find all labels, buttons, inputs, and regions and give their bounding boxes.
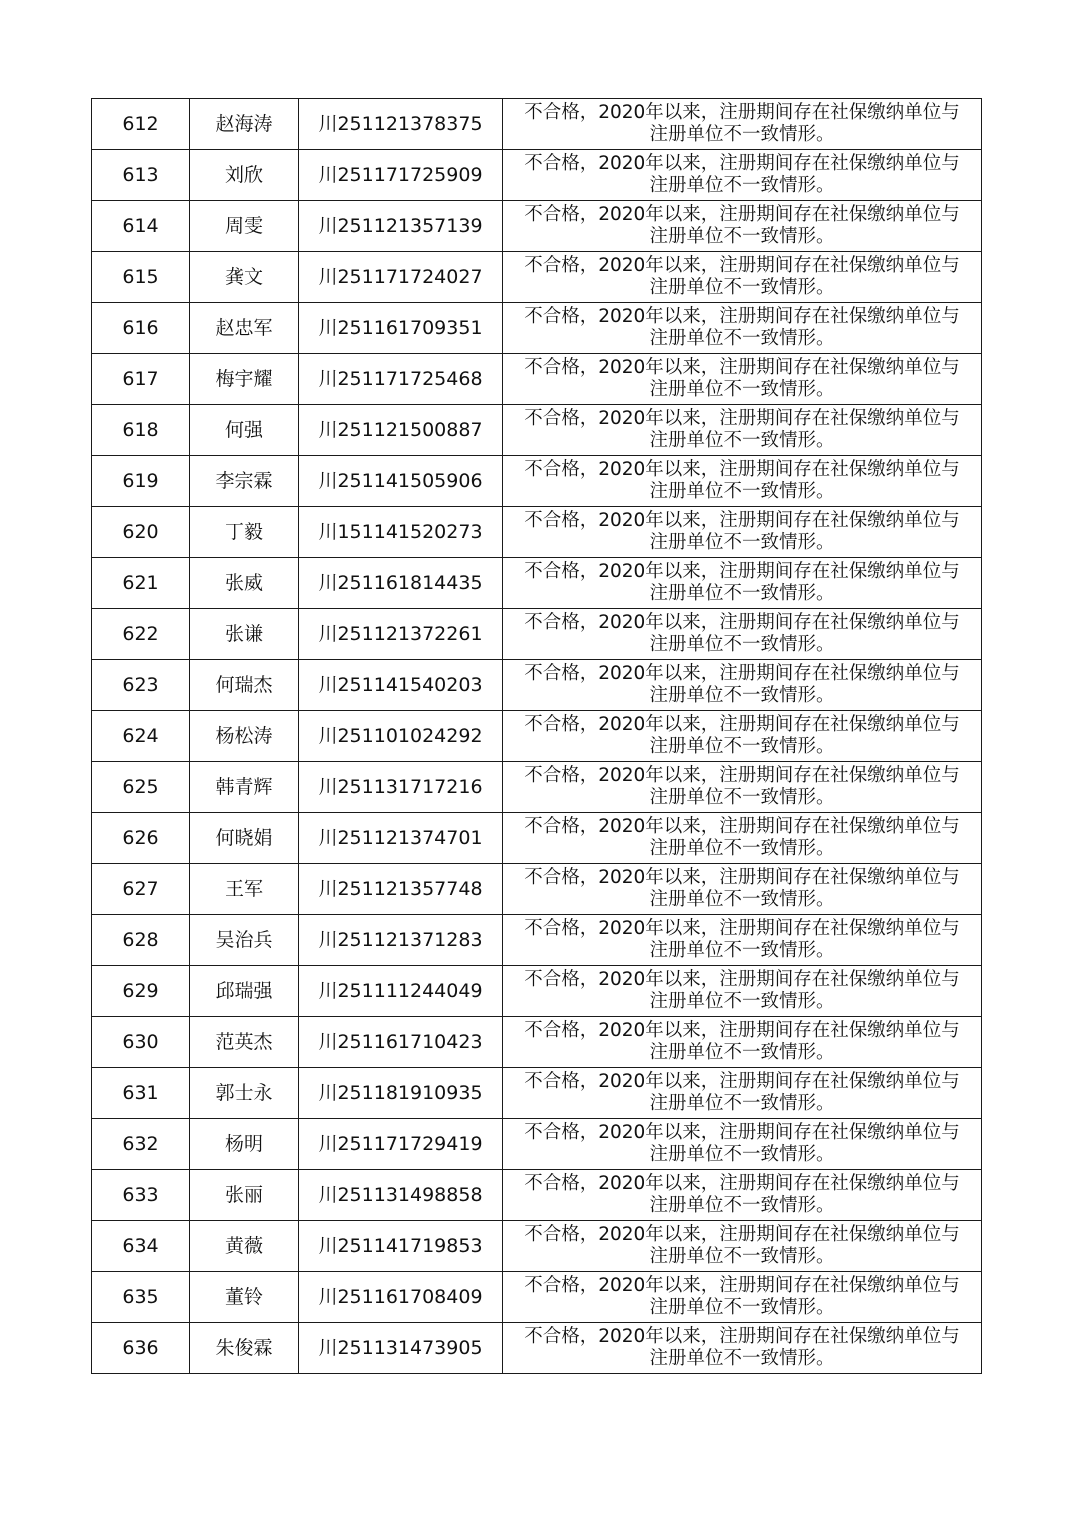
review-result-cell <box>503 1272 982 1323</box>
serial-number-cell: 616 <box>92 303 190 354</box>
review-result-cell <box>503 1068 982 1119</box>
person-name-cell: 张丽 <box>190 1170 299 1221</box>
table-row <box>92 1221 982 1272</box>
person-name-cell: 韩青辉 <box>190 762 299 813</box>
review-result-line-1: 不合格，2020年以来，注册期间存在社保缴纳单位与 <box>524 408 960 429</box>
person-name-cell: 张谦 <box>190 609 299 660</box>
certificate-number-cell: 川251121378375 <box>299 99 503 150</box>
certificate-number-cell: 川251121374701 <box>299 813 503 864</box>
person-name-cell: 刘欣 <box>190 150 299 201</box>
review-result-line-2: 注册单位不一致情形。 <box>649 1297 835 1318</box>
table-row <box>92 966 982 1017</box>
person-name-cell: 郭士永 <box>190 1068 299 1119</box>
table-row <box>92 99 982 150</box>
serial-number-cell: 617 <box>92 354 190 405</box>
certificate-number-cell: 川251121371283 <box>299 915 503 966</box>
person-name-cell: 王军 <box>190 864 299 915</box>
table-row <box>92 456 982 507</box>
person-name-cell: 杨松涛 <box>190 711 299 762</box>
serial-number-cell: 631 <box>92 1068 190 1119</box>
person-name-cell: 丁毅 <box>190 507 299 558</box>
serial-number-cell: 618 <box>92 405 190 456</box>
serial-number-cell: 612 <box>92 99 190 150</box>
review-result-cell <box>503 99 982 150</box>
review-result-line-1: 不合格，2020年以来，注册期间存在社保缴纳单位与 <box>524 867 960 888</box>
certificate-number-cell: 川251161708409 <box>299 1272 503 1323</box>
review-result-cell <box>503 915 982 966</box>
review-result-cell <box>503 762 982 813</box>
certificate-number-cell: 川251161709351 <box>299 303 503 354</box>
review-result-cell <box>503 609 982 660</box>
review-result-line-2: 注册单位不一致情形。 <box>649 1348 835 1369</box>
table-row <box>92 405 982 456</box>
certificate-number-cell: 川251131473905 <box>299 1323 503 1374</box>
review-result-line-2: 注册单位不一致情形。 <box>649 1246 835 1267</box>
review-result-line-1: 不合格，2020年以来，注册期间存在社保缴纳单位与 <box>524 1275 960 1296</box>
certificate-number-cell: 川251171729419 <box>299 1119 503 1170</box>
serial-number-cell: 627 <box>92 864 190 915</box>
review-result-line-1: 不合格，2020年以来，注册期间存在社保缴纳单位与 <box>524 357 960 378</box>
certificate-number-cell: 川251171725468 <box>299 354 503 405</box>
table-row <box>92 1017 982 1068</box>
table-row <box>92 1119 982 1170</box>
review-result-cell <box>503 456 982 507</box>
review-result-cell <box>503 354 982 405</box>
table-row <box>92 762 982 813</box>
table-row <box>92 660 982 711</box>
person-name-cell: 何晓娟 <box>190 813 299 864</box>
review-result-line-1: 不合格，2020年以来，注册期间存在社保缴纳单位与 <box>524 1020 960 1041</box>
person-name-cell: 何强 <box>190 405 299 456</box>
table-row <box>92 1272 982 1323</box>
review-result-line-2: 注册单位不一致情形。 <box>649 1042 835 1063</box>
review-result-line-2: 注册单位不一致情形。 <box>649 226 835 247</box>
review-result-line-2: 注册单位不一致情形。 <box>649 889 835 910</box>
certificate-number-cell: 川151141520273 <box>299 507 503 558</box>
review-result-cell <box>503 1323 982 1374</box>
serial-number-cell: 625 <box>92 762 190 813</box>
person-name-cell: 邱瑞强 <box>190 966 299 1017</box>
serial-number-cell: 623 <box>92 660 190 711</box>
review-result-line-1: 不合格，2020年以来，注册期间存在社保缴纳单位与 <box>524 204 960 225</box>
person-name-cell: 龚文 <box>190 252 299 303</box>
certificate-number-cell: 川251101024292 <box>299 711 503 762</box>
table-row <box>92 813 982 864</box>
review-result-line-2: 注册单位不一致情形。 <box>649 1144 835 1165</box>
person-name-cell: 赵忠军 <box>190 303 299 354</box>
certificate-number-cell: 川251141540203 <box>299 660 503 711</box>
review-result-cell <box>503 405 982 456</box>
review-result-line-2: 注册单位不一致情形。 <box>649 991 835 1012</box>
review-result-line-2: 注册单位不一致情形。 <box>649 175 835 196</box>
review-result-line-1: 不合格，2020年以来，注册期间存在社保缴纳单位与 <box>524 1122 960 1143</box>
serial-number-cell: 619 <box>92 456 190 507</box>
certificate-number-cell: 川251171725909 <box>299 150 503 201</box>
serial-number-cell: 624 <box>92 711 190 762</box>
review-result-line-2: 注册单位不一致情形。 <box>649 532 835 553</box>
review-result-line-2: 注册单位不一致情形。 <box>649 940 835 961</box>
serial-number-cell: 634 <box>92 1221 190 1272</box>
review-result-line-2: 注册单位不一致情形。 <box>649 481 835 502</box>
certificate-number-cell: 川251121372261 <box>299 609 503 660</box>
review-result-line-1: 不合格，2020年以来，注册期间存在社保缴纳单位与 <box>524 1326 960 1347</box>
person-name-cell: 朱俊霖 <box>190 1323 299 1374</box>
review-result-cell <box>503 558 982 609</box>
table-row <box>92 1323 982 1374</box>
review-result-cell <box>503 1119 982 1170</box>
serial-number-cell: 615 <box>92 252 190 303</box>
review-result-line-1: 不合格，2020年以来，注册期间存在社保缴纳单位与 <box>524 765 960 786</box>
review-result-line-1: 不合格，2020年以来，注册期间存在社保缴纳单位与 <box>524 153 960 174</box>
review-result-line-1: 不合格，2020年以来，注册期间存在社保缴纳单位与 <box>524 663 960 684</box>
person-name-cell: 何瑞杰 <box>190 660 299 711</box>
person-name-cell: 张威 <box>190 558 299 609</box>
review-result-cell <box>503 660 982 711</box>
table-row <box>92 915 982 966</box>
review-result-cell <box>503 966 982 1017</box>
serial-number-cell: 613 <box>92 150 190 201</box>
serial-number-cell: 614 <box>92 201 190 252</box>
review-result-line-2: 注册单位不一致情形。 <box>649 838 835 859</box>
certificate-number-cell: 川251121357748 <box>299 864 503 915</box>
review-result-cell <box>503 303 982 354</box>
review-result-line-1: 不合格，2020年以来，注册期间存在社保缴纳单位与 <box>524 561 960 582</box>
review-result-line-2: 注册单位不一致情形。 <box>649 787 835 808</box>
review-result-cell <box>503 864 982 915</box>
table-row <box>92 711 982 762</box>
table-row <box>92 1068 982 1119</box>
certificate-number-cell: 川251131717216 <box>299 762 503 813</box>
review-result-line-1: 不合格，2020年以来，注册期间存在社保缴纳单位与 <box>524 102 960 123</box>
table-row <box>92 303 982 354</box>
review-result-line-1: 不合格，2020年以来，注册期间存在社保缴纳单位与 <box>524 1173 960 1194</box>
review-result-line-1: 不合格，2020年以来，注册期间存在社保缴纳单位与 <box>524 918 960 939</box>
person-name-cell: 周雯 <box>190 201 299 252</box>
review-result-line-2: 注册单位不一致情形。 <box>649 430 835 451</box>
serial-number-cell: 635 <box>92 1272 190 1323</box>
review-result-line-2: 注册单位不一致情形。 <box>649 685 835 706</box>
review-result-line-2: 注册单位不一致情形。 <box>649 124 835 145</box>
review-result-line-2: 注册单位不一致情形。 <box>649 583 835 604</box>
review-result-line-1: 不合格，2020年以来，注册期间存在社保缴纳单位与 <box>524 969 960 990</box>
serial-number-cell: 628 <box>92 915 190 966</box>
certificate-number-cell: 川251121500887 <box>299 405 503 456</box>
serial-number-cell: 630 <box>92 1017 190 1068</box>
review-result-line-1: 不合格，2020年以来，注册期间存在社保缴纳单位与 <box>524 1071 960 1092</box>
review-result-line-2: 注册单位不一致情形。 <box>649 277 835 298</box>
serial-number-cell: 633 <box>92 1170 190 1221</box>
serial-number-cell: 621 <box>92 558 190 609</box>
review-result-line-2: 注册单位不一致情形。 <box>649 1195 835 1216</box>
person-name-cell: 李宗霖 <box>190 456 299 507</box>
person-name-cell: 吴治兵 <box>190 915 299 966</box>
table-row <box>92 558 982 609</box>
table-row <box>92 507 982 558</box>
table-row <box>92 1170 982 1221</box>
review-result-line-2: 注册单位不一致情形。 <box>649 1093 835 1114</box>
table-row <box>92 150 982 201</box>
review-result-cell <box>503 1017 982 1068</box>
review-result-cell <box>503 201 982 252</box>
table-row <box>92 864 982 915</box>
review-result-line-1: 不合格，2020年以来，注册期间存在社保缴纳单位与 <box>524 459 960 480</box>
serial-number-cell: 622 <box>92 609 190 660</box>
serial-number-cell: 626 <box>92 813 190 864</box>
person-name-cell: 杨明 <box>190 1119 299 1170</box>
review-result-cell <box>503 507 982 558</box>
review-result-line-2: 注册单位不一致情形。 <box>649 634 835 655</box>
certificate-number-cell: 川251141505906 <box>299 456 503 507</box>
certificate-number-cell: 川251181910935 <box>299 1068 503 1119</box>
serial-number-cell: 636 <box>92 1323 190 1374</box>
review-result-line-2: 注册单位不一致情形。 <box>649 736 835 757</box>
review-result-line-1: 不合格，2020年以来，注册期间存在社保缴纳单位与 <box>524 1224 960 1245</box>
serial-number-cell: 629 <box>92 966 190 1017</box>
review-result-line-2: 注册单位不一致情形。 <box>649 328 835 349</box>
table-row <box>92 252 982 303</box>
certificate-number-cell: 川251111244049 <box>299 966 503 1017</box>
review-result-line-2: 注册单位不一致情形。 <box>649 379 835 400</box>
table-row <box>92 354 982 405</box>
records-table <box>91 98 982 1374</box>
person-name-cell: 黄薇 <box>190 1221 299 1272</box>
review-result-line-1: 不合格，2020年以来，注册期间存在社保缴纳单位与 <box>524 816 960 837</box>
person-name-cell: 范英杰 <box>190 1017 299 1068</box>
certificate-number-cell: 川251161814435 <box>299 558 503 609</box>
review-result-cell <box>503 252 982 303</box>
certificate-number-cell: 川251141719853 <box>299 1221 503 1272</box>
review-result-line-1: 不合格，2020年以来，注册期间存在社保缴纳单位与 <box>524 306 960 327</box>
review-result-cell <box>503 150 982 201</box>
records-table-body <box>92 99 982 1374</box>
certificate-number-cell: 川251131498858 <box>299 1170 503 1221</box>
certificate-number-cell: 川251121357139 <box>299 201 503 252</box>
review-result-line-1: 不合格，2020年以来，注册期间存在社保缴纳单位与 <box>524 612 960 633</box>
review-result-line-1: 不合格，2020年以来，注册期间存在社保缴纳单位与 <box>524 510 960 531</box>
table-row <box>92 609 982 660</box>
review-result-line-1: 不合格，2020年以来，注册期间存在社保缴纳单位与 <box>524 255 960 276</box>
person-name-cell: 董铃 <box>190 1272 299 1323</box>
certificate-number-cell: 川251161710423 <box>299 1017 503 1068</box>
serial-number-cell: 632 <box>92 1119 190 1170</box>
review-result-cell <box>503 1221 982 1272</box>
table-row <box>92 201 982 252</box>
certificate-number-cell: 川251171724027 <box>299 252 503 303</box>
review-result-cell <box>503 1170 982 1221</box>
review-result-cell <box>503 711 982 762</box>
person-name-cell: 梅宇耀 <box>190 354 299 405</box>
review-result-cell <box>503 813 982 864</box>
person-name-cell: 赵海涛 <box>190 99 299 150</box>
review-result-line-1: 不合格，2020年以来，注册期间存在社保缴纳单位与 <box>524 714 960 735</box>
serial-number-cell: 620 <box>92 507 190 558</box>
